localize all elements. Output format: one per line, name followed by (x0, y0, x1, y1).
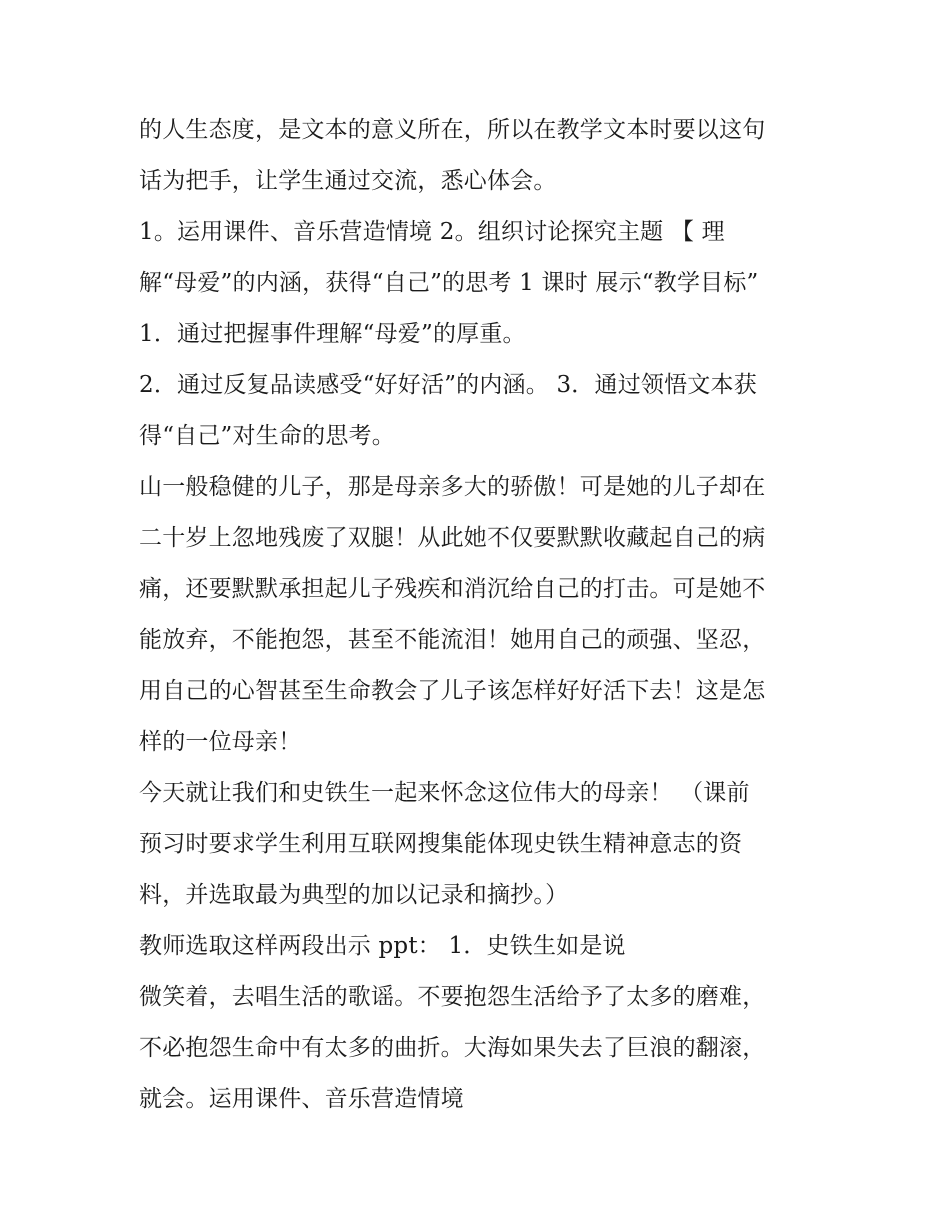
text-line: 得“自己”对生命的思考。 (139, 423, 395, 449)
text-line: 料，并选取最为典型的加以记录和摘抄。） (139, 882, 569, 908)
text-line: 样的一位母亲！ (139, 729, 302, 755)
text-line: 痛，还要默默承担起儿子残疾和消沉给自己的打击。可是她不 (139, 576, 766, 602)
text-line: 2．通过反复品读感受“好好活”的内涵。 3．通过领悟文本获 (139, 372, 757, 398)
text-line: 教师选取这样两段出示 ppt： 1．史铁生如是说 (139, 933, 626, 959)
text-line: 解“母爱”的内涵，获得“自己”的思考 1 课时 展示“教学目标” (139, 270, 759, 296)
text-line: 微笑着，去唱生活的歌谣。不要抱怨生活给予了太多的磨难， (139, 984, 766, 1010)
text-line: 的人生态度，是文本的意义所在，所以在教学文本时要以这句 (139, 117, 766, 143)
text-line: 1．通过把握事件理解“母爱”的厚重。 (139, 321, 526, 347)
text-line: 能放弃，不能抱怨，甚至不能流泪！她用自己的顽强、坚忍， (139, 627, 766, 653)
text-line: 不必抱怨生命中有太多的曲折。大海如果失去了巨浪的翻滚， (139, 1035, 766, 1061)
text-line: 话为把手，让学生通过交流，悉心体会。 (139, 168, 557, 194)
text-line: 用自己的心智甚至生命教会了儿子该怎样好好活下去！这是怎 (139, 678, 766, 704)
text-line: 二十岁上忽地残废了双腿！从此她不仅要默默收藏起自己的病 (139, 525, 766, 551)
text-line: 就会。运用课件、音乐营造情境 (139, 1086, 464, 1112)
text-line: 1。运用课件、音乐营造情境 2。组织讨论探究主题 【 理 (139, 219, 725, 245)
text-line: 预习时要求学生利用互联网搜集能体现史铁生精神意志的资 (139, 831, 743, 857)
text-line: 今天就让我们和史铁生一起来怀念这位伟大的母亲！ （课前 (139, 780, 750, 806)
body-text (139, 105, 819, 1125)
text-line: 山一般稳健的儿子，那是母亲多大的骄傲！可是她的儿子却在 (139, 474, 766, 500)
